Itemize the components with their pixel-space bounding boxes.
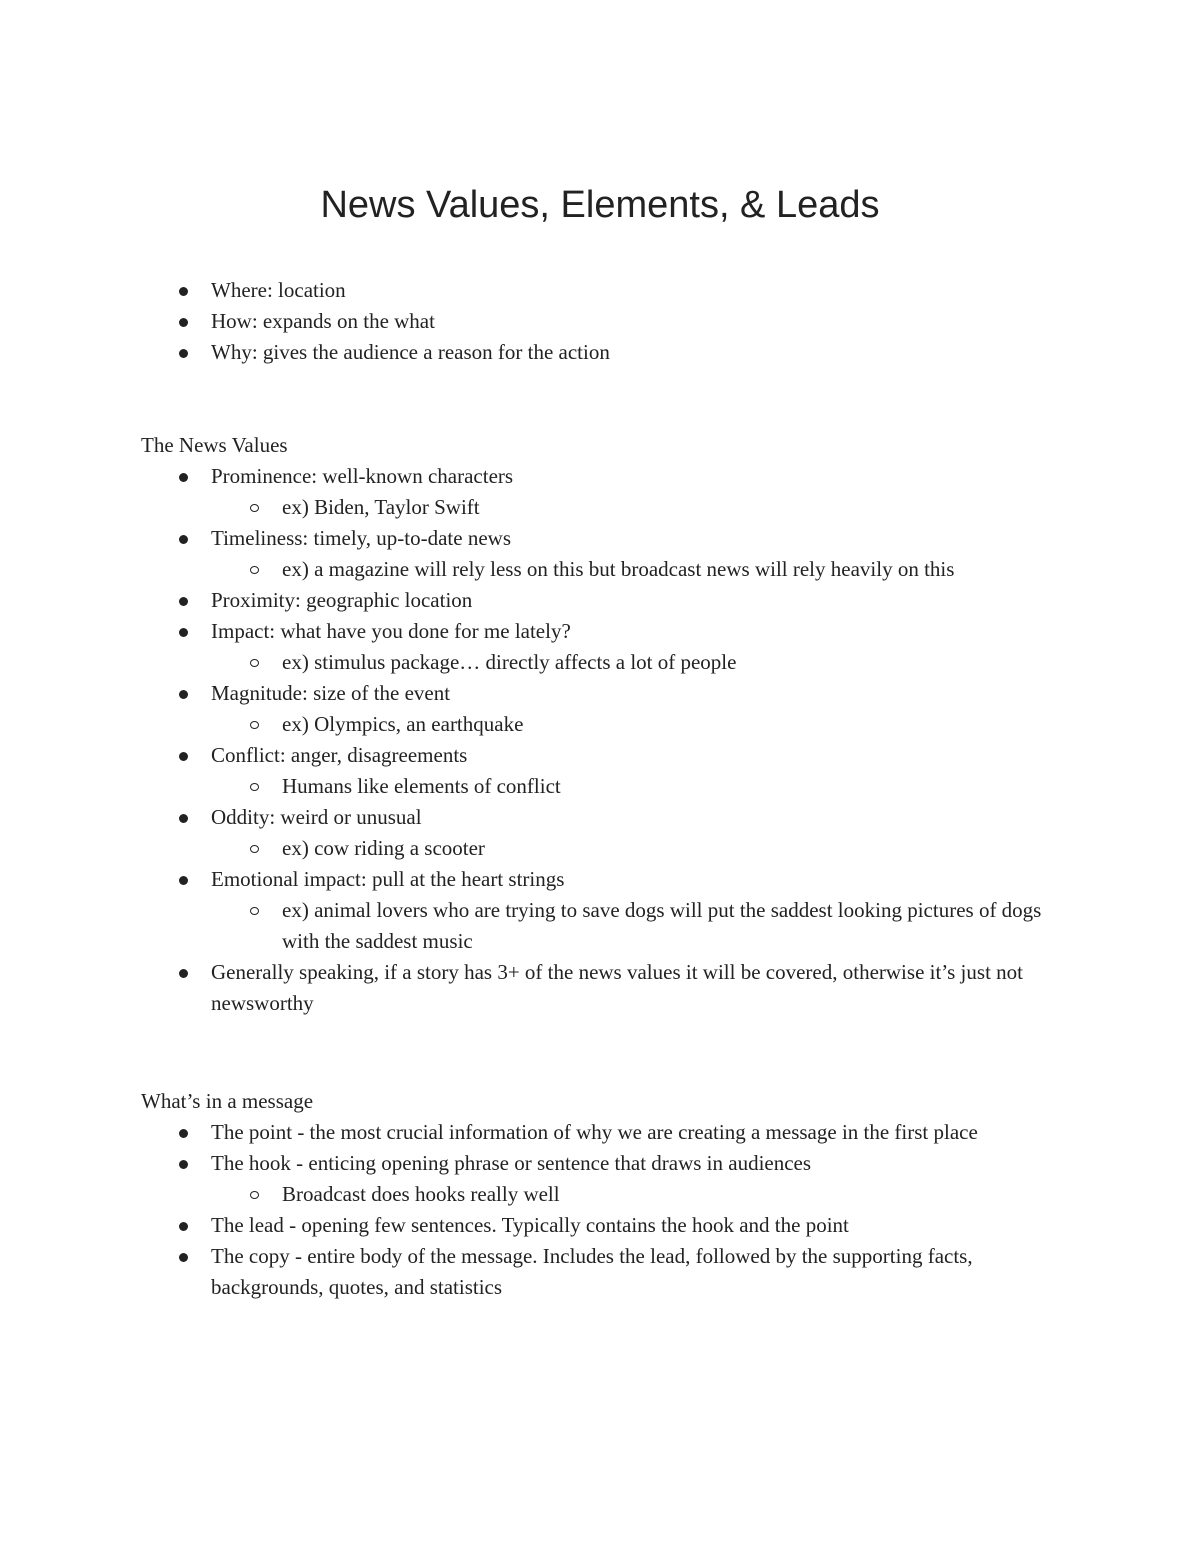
bullet-dot-icon xyxy=(179,1160,188,1169)
list-item: Timeliness: timely, up-to-date news xyxy=(0,523,1061,554)
list-item: Impact: what have you done for me lately? xyxy=(0,616,1061,647)
sub-list-item: ex) a magazine will rely less on this but broadcast news will rely heavily on this xyxy=(0,554,1061,585)
list-item: How: expands on the what xyxy=(0,306,1061,337)
news-values-section xyxy=(0,461,1200,1019)
bullet-dot-icon xyxy=(179,690,188,699)
list-item: The hook - enticing opening phrase or sentence that draws in audiences xyxy=(0,1148,1061,1179)
bullet-dot-icon xyxy=(179,597,188,606)
message-section xyxy=(0,1117,1200,1303)
sub-list-item: ex) cow riding a scooter xyxy=(0,833,1061,864)
sub-list-item: Humans like elements of conflict xyxy=(0,771,1061,802)
bullet-dot-icon xyxy=(179,1222,188,1231)
list-item: Generally speaking, if a story has 3+ of the news values it will be covered, otherwise it’s just not newsworthy xyxy=(0,957,1061,1019)
list-item: Prominence: well-known characters xyxy=(0,461,1061,492)
bullet-dot-icon xyxy=(179,473,188,482)
bullet-dot-icon xyxy=(179,1253,188,1262)
bullet-ring-icon xyxy=(250,659,259,667)
bullet-ring-icon xyxy=(250,721,259,729)
list-item: The point - the most crucial information of why we are creating a message in the first place xyxy=(0,1117,1061,1148)
list-item: Proximity: geographic location xyxy=(0,585,1061,616)
bullet-dot-icon xyxy=(179,876,188,885)
bullet-dot-icon xyxy=(179,814,188,823)
sub-list-item: ex) animal lovers who are trying to save dogs will put the saddest looking pictures of dogs with the saddest music xyxy=(0,895,1061,957)
news-values-list xyxy=(0,461,1200,1019)
sub-list-item: ex) stimulus package… directly affects a lot of people xyxy=(0,647,1061,678)
list-item: Oddity: weird or unusual xyxy=(0,802,1061,833)
list-item: The lead - opening few sentences. Typically contains the hook and the point xyxy=(0,1210,1061,1241)
bullet-dot-icon xyxy=(179,535,188,544)
bullet-dot-icon xyxy=(179,287,188,296)
bullet-dot-icon xyxy=(179,349,188,358)
list-item: The copy - entire body of the message. Includes the lead, followed by the supporting facts, backgrounds, quotes, and statistics xyxy=(0,1241,1061,1303)
message-list xyxy=(0,1117,1200,1303)
bullet-ring-icon xyxy=(250,845,259,853)
list-item: Conflict: anger, disagreements xyxy=(0,740,1061,771)
top-list xyxy=(0,275,1200,368)
bullet-ring-icon xyxy=(250,504,259,512)
message-heading: What’s in a message xyxy=(141,1089,314,1113)
bullet-ring-icon xyxy=(250,566,259,574)
bullet-dot-icon xyxy=(179,628,188,637)
bullet-dot-icon xyxy=(179,1129,188,1138)
list-item: Emotional impact: pull at the heart strings xyxy=(0,864,1061,895)
top-list-section xyxy=(0,275,1200,368)
sub-list-item: ex) Biden, Taylor Swift xyxy=(0,492,1061,523)
bullet-ring-icon xyxy=(250,783,259,791)
list-item: Why: gives the audience a reason for the action xyxy=(0,337,1061,368)
bullet-ring-icon xyxy=(250,1191,259,1199)
news-values-heading: The News Values xyxy=(141,433,288,457)
bullet-dot-icon xyxy=(179,969,188,978)
list-item: Magnitude: size of the event xyxy=(0,678,1061,709)
list-item: Where: location xyxy=(0,275,1061,306)
sub-list-item: Broadcast does hooks really well xyxy=(0,1179,1061,1210)
bullet-dot-icon xyxy=(179,752,188,761)
bullet-dot-icon xyxy=(179,318,188,327)
page-title: News Values, Elements, & Leads xyxy=(320,184,880,226)
bullet-ring-icon xyxy=(250,907,259,915)
sub-list-item: ex) Olympics, an earthquake xyxy=(0,709,1061,740)
